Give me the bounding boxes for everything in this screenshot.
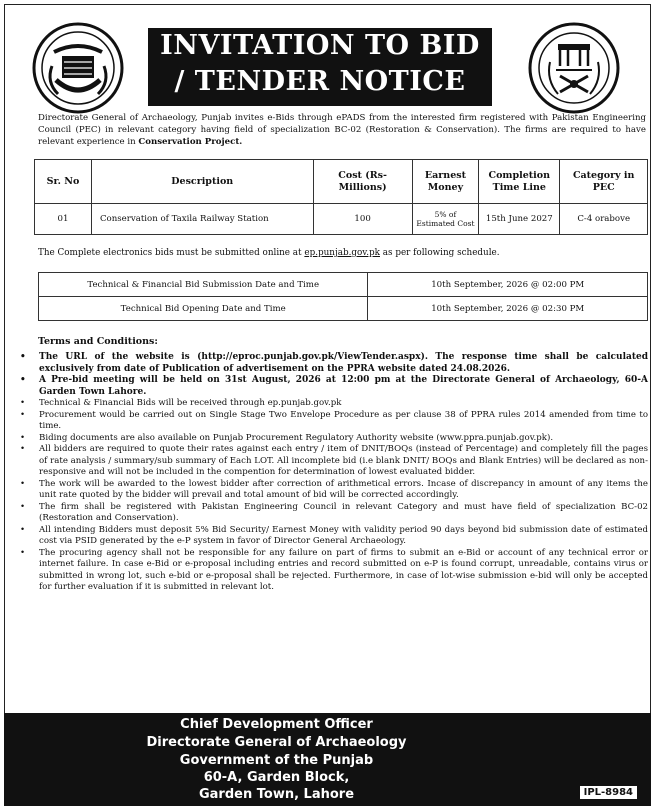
term-text: The procuring agency shall not be responsible for any failure on part of firms to submit an e-Bid or account of any technical error or internet failure. In case e-Bid or e-proposal including entries and record submitted on e-P is found corrupt, unreadable, contains virus or submitted in wrong lot, such e-bid or e-proposal shall be rejected. Furthermore, in case of lot-wise submission e-bid will only be accepted for further evaluation if it is submitted in relevant lot. — [39, 547, 648, 592]
list-item — [20, 398, 648, 410]
list-item — [20, 444, 648, 479]
col-header: Category in PEC — [560, 160, 648, 204]
term-text: Technical & Financial Bids will be received through ep.punjab.gov.pk — [39, 398, 342, 408]
cell-category: C-4 orabove — [560, 204, 648, 235]
footer-banner — [4, 713, 651, 806]
schedule-value: 10th September, 2026 @ 02:00 PM — [368, 273, 648, 297]
list-item — [20, 479, 648, 502]
table-row — [39, 297, 648, 321]
term-text: All intending Bidders must deposit 5% Bid Security/ Earnest Money with validity period 90 days beyond bid submission date of estimated cost via PSID generated by the e-P system in favor of Director General Archaeology. — [39, 524, 648, 546]
terms-title: Terms and Conditions: — [38, 336, 158, 347]
terms-list — [20, 352, 648, 594]
submission-link[interactable]: ep.punjab.gov.pk — [304, 248, 380, 258]
bullet-icon: • — [20, 409, 26, 420]
term-text: All bidders are required to quote their rates against each entry / item of DNIT/BOQs (instead of Percentage) and completely fill the pages of rate analysis / summary/sub summary of Each LOT. All incomplete bid (i.e blank DNIT/ BOQs and Blank Entries) will be declared as non- responsive and will not be included in the compention for determination of lowest evaluated bidder. — [39, 444, 648, 477]
term-text: The work will be awarded to the lowest bidder after correction of arithmetical errors. Incase of discrepancy in amount of any items the unit rate quoted by the bidder will prevail and total amount of bid will be corrected accordingly. — [39, 478, 648, 500]
table-row — [39, 273, 648, 297]
title-banner — [148, 28, 492, 106]
footer-address-1: 60-A, Garden Block, — [203, 770, 350, 785]
col-header: Cost (Rs-Millions) — [313, 160, 412, 204]
bullet-icon: • — [20, 352, 26, 362]
archaeology-emblem-icon — [528, 22, 620, 114]
footer-officer: Chief Development Officer — [180, 717, 373, 732]
schedule-label: Technical & Financial Bid Submission Date and Time — [39, 273, 368, 297]
bullet-icon: • — [20, 398, 26, 408]
col-header: Earnest Money — [412, 160, 478, 204]
footer-government: Government of the Punjab — [179, 753, 374, 768]
cell-completion: 15th June 2027 — [479, 204, 560, 235]
intro-emphasis: Conservation Project. — [138, 137, 243, 147]
submission-note — [38, 248, 500, 258]
title-line-2: / TENDER NOTICE — [174, 66, 466, 97]
table-row — [35, 204, 648, 235]
ipl-reference: IPL-8984 — [580, 786, 637, 799]
schedule-value: 10th September, 2026 @ 02:30 PM — [368, 297, 648, 321]
list-item — [20, 375, 648, 398]
bullet-icon: • — [20, 478, 26, 489]
bullet-icon: • — [20, 501, 26, 512]
term-text: The firm shall be registered with Pakistan Engineering Council in relevant Category and must have field of specialization BC-02 (Restoration and Conservation). — [39, 501, 648, 523]
intro-text: Directorate General of Archaeology, Punjab invites e-Bids through ePADS from the interested firm registered with Pakistan Engineering Council (PEC) in relevant category having field of specialization BC-02 (Restoration & Conservation). The firms are required to have relevant experience in — [38, 113, 646, 147]
list-item — [20, 410, 648, 433]
list-item — [20, 502, 648, 525]
term-text: Procurement would be carried out on Single Stage Two Envelope Procedure as per clause 38 of PPRA rules 2014 amended from time to time. — [39, 409, 648, 431]
bid-table — [34, 159, 648, 235]
cell-description: Conservation of Taxila Railway Station — [91, 204, 313, 235]
list-item — [20, 352, 648, 375]
title-line-1: INVITATION TO BID — [160, 30, 480, 61]
list-item — [20, 548, 648, 594]
bullet-icon: • — [20, 547, 26, 558]
footer-directorate: Directorate General of Archaeology — [146, 735, 407, 750]
bullet-icon: • — [20, 432, 26, 443]
list-item — [20, 433, 648, 445]
term-text: A Pre-bid meeting will be held on 31st August, 2026 at 12:00 pm at the Directorate General of Archaeology, 60-A Garden Town Lahore. — [39, 375, 648, 397]
col-header: Sr. No — [35, 160, 92, 204]
bullet-icon: • — [20, 375, 26, 385]
cell-earnest-money: 5% of Estimated Cost — [412, 204, 478, 235]
cell-cost: 100 — [313, 204, 412, 235]
cell-sr-no: 01 — [35, 204, 92, 235]
col-header: Description — [91, 160, 313, 204]
term-text: Biding documents are also available on Punjab Procurement Regulatory Authority website (www.ppra.punjab.gov.pk). — [39, 432, 554, 443]
bid-table-header — [35, 160, 648, 204]
bullet-icon: • — [20, 524, 26, 535]
bullet-icon: • — [20, 444, 26, 454]
note-after: as per following schedule. — [379, 248, 500, 258]
col-header: Completion Time Line — [479, 160, 560, 204]
intro-paragraph — [38, 112, 646, 148]
term-text: The URL of the website is (http://eproc.punjab.gov.pk/ViewTender.aspx). The response time shall be calculated exclusively from date of Publication of advertisement on the PPRA website dated 24.08.2026. — [39, 352, 648, 374]
schedule-table — [38, 272, 648, 321]
list-item — [20, 525, 648, 548]
footer-address-2: Garden Town, Lahore — [198, 787, 355, 802]
note-before: The Complete electronics bids must be submitted online at — [38, 248, 305, 258]
schedule-label: Technical Bid Opening Date and Time — [39, 297, 368, 321]
punjab-emblem-icon — [32, 22, 124, 114]
